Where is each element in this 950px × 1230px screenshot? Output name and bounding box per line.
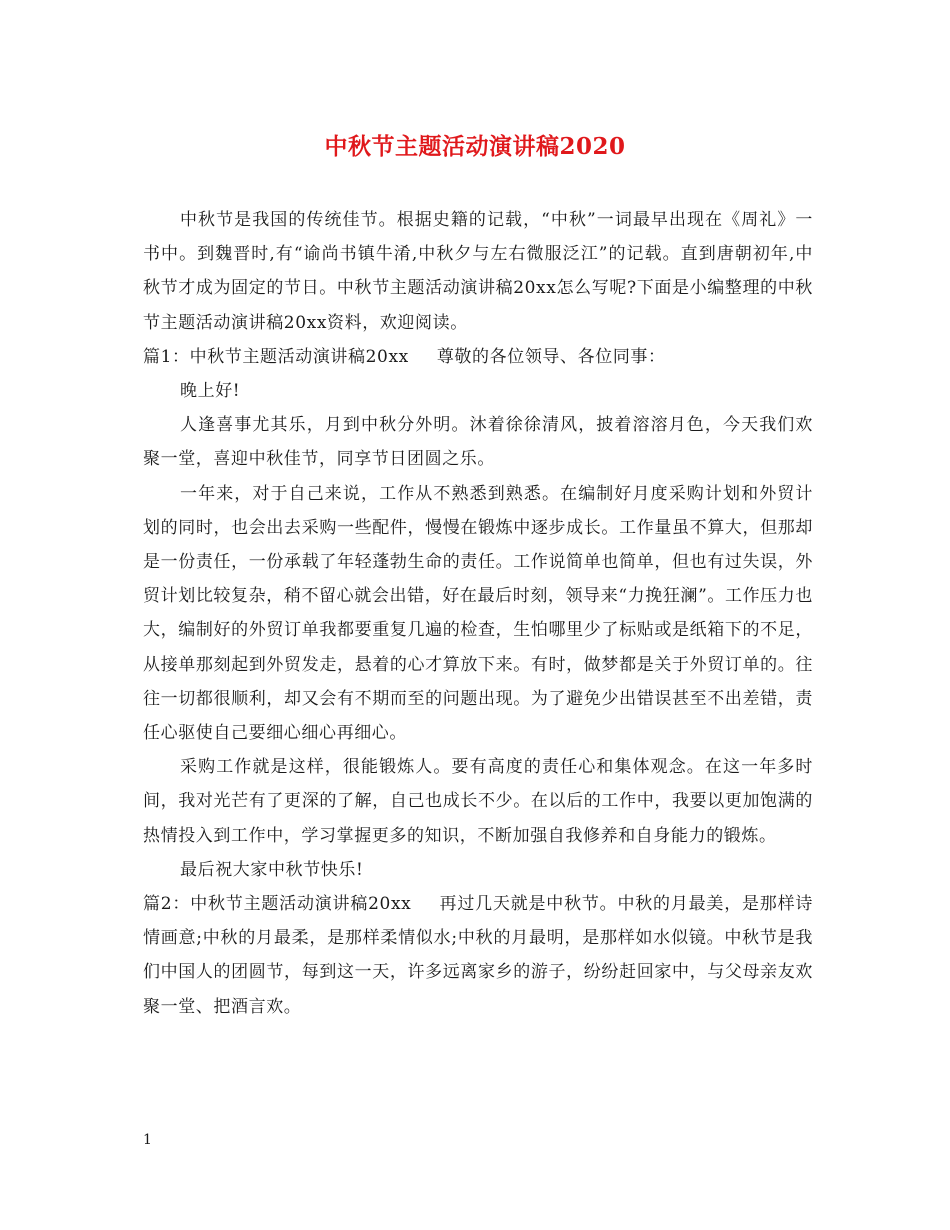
closing-paragraph: 最后祝大家中秋节快乐! (180, 859, 364, 880)
section-2-text: 再过几天就是中秋节。中秋的月最美，是那样诗情画意;中秋的月最柔，是那样柔情似水;中秋的月最明，是那样如水似镜。中秋节是我们中国人的团圆节，每到这一天，许多远离家乡的游子，纷纷赶回家中，与父母亲友欢聚一堂、把酒言欢。 (143, 894, 813, 1017)
page-number: 1 (143, 1132, 152, 1148)
salutation: 尊敬的各位领导、各位同事： (436, 346, 666, 367)
greeting-paragraph: 晚上好! (180, 381, 241, 402)
body-paragraph: 人逢喜事尤其乐，月到中秋分外明。沐着徐徐清风，披着溶溶月色，今天我们欢聚一堂，喜迎中秋佳节，同享节日团圆之乐。 (143, 415, 813, 470)
section-2-heading: 篇2：中秋节主题活动演讲稿20xx (143, 894, 412, 915)
section-1-heading-line (143, 340, 813, 374)
section-2-heading-line (143, 887, 813, 1024)
intro-paragraph: 中秋节是我国的传统佳节。根据史籍的记载，“中秋”一词最早出现在《周礼》一书中。到魏晋时,有“谕尚书镇牛淆,中秋夕与左右微服泛江”的记载。直到唐朝初年,中秋节才成为固定的节日。中秋节主题活动演讲稿20xx怎么写呢?下面是小编整理的中秋节主题活动演讲稿20xx资料，欢迎阅读。 (143, 210, 813, 333)
document-body (143, 203, 813, 1024)
body-paragraph: 采购工作就是这样，很能锻炼人。要有高度的责任心和集体观念。在这一年多时间，我对光芒有了更深的了解，自己也成长不少。在以后的工作中，我要以更加饱满的热情投入到工作中，学习掌握更多的知识，不断加强自我修养和自身能力的锻炼。 (143, 757, 813, 846)
section-1-heading: 篇1：中秋节主题活动演讲稿20xx (143, 346, 409, 367)
body-paragraph: 一年来，对于自己来说，工作从不熟悉到熟悉。在编制好月度采购计划和外贸计划的同时，也会出去采购一些配件，慢慢在锻炼中逐步成长。工作量虽不算大，但那却是一份责任，一份承载了年轻蓬勃生命的责任。工作说简单也简单，但也有过失误，外贸计划比较复杂，稍不留心就会出错，好在最后时刻，领导来“力挽狂澜”。工作压力也大，编制好的外贸订单我都要重复几遍的检查，生怕哪里少了标贴或是纸箱下的不足，从接单那刻起到外贸发走，悬着的心才算放下来。有时，做梦都是关于外贸订单的。往往一切都很顺利，却又会有不期而至的问题出现。为了避免少出错误甚至不出差错，责任心驱使自己要细心细心再细心。 (143, 483, 813, 744)
document-title: 中秋节主题活动演讲稿2020 (324, 133, 626, 160)
